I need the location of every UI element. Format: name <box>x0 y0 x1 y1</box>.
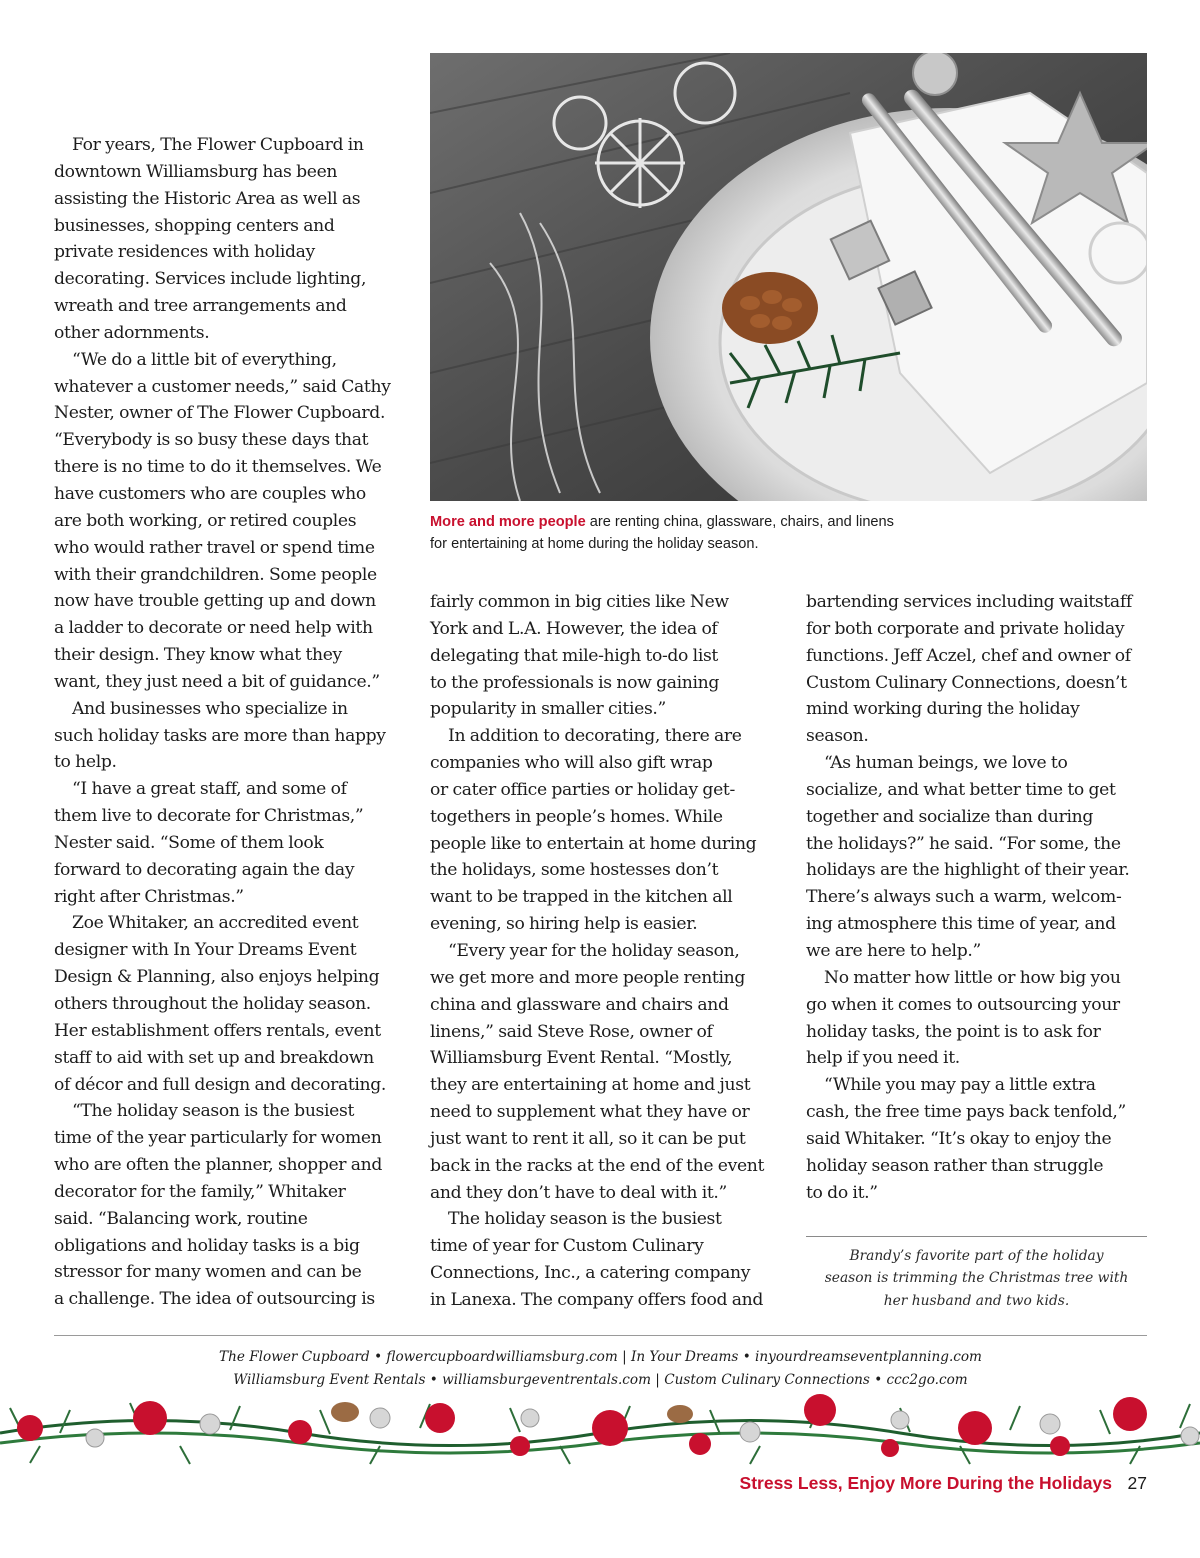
article-line: there is no time to do it themselves. We <box>54 457 382 478</box>
caption-lead: More and more people <box>430 514 586 530</box>
bio-divider <box>806 1236 1147 1237</box>
article-column-2 <box>430 589 780 1314</box>
article-paragraph <box>806 589 1151 750</box>
sources-list <box>54 1346 1147 1391</box>
article-line: have customers who are couples who <box>54 483 366 504</box>
article-paragraph <box>806 1072 1151 1206</box>
article-paragraph <box>430 1206 780 1313</box>
article-line: are both working, or retired couples <box>54 510 357 531</box>
article-line: assisting the Historic Area as well as <box>54 188 361 209</box>
article-line: cash, the free time pays back tenfold,” <box>806 1102 1126 1123</box>
article-line: help if you need it. <box>806 1048 960 1069</box>
caption-line-1 <box>430 512 1130 534</box>
article-line: ing atmosphere this time of year, and <box>806 914 1116 935</box>
article-line: mind working during the holiday <box>806 699 1080 720</box>
article-column-1 <box>54 132 399 1313</box>
article-paragraph <box>430 589 780 723</box>
sources-line-1: The Flower Cupboard • flowercupboardwilliamsburg.com | In Your Dreams • inyourdreamseventplanning.com <box>219 1349 982 1365</box>
article-line: a challenge. The idea of outsourcing is <box>54 1289 375 1310</box>
holiday-garland-decoration <box>0 1388 1200 1468</box>
article-line: need to supplement what they have or <box>430 1102 750 1123</box>
article-line: go when it comes to outsourcing your <box>806 994 1120 1015</box>
article-line: just want to rent it all, so it can be put <box>430 1128 746 1149</box>
article-line: in Lanexa. The company offers food and <box>430 1289 764 1310</box>
article-paragraph <box>430 723 780 938</box>
article-line: decorator for the family,” Whitaker <box>54 1181 346 1202</box>
article-line: they are entertaining at home and just <box>430 1075 751 1096</box>
article-line: downtown Williamsburg has been <box>54 161 338 182</box>
sources-line-2: Williamsburg Event Rentals • williamsburgeventrentals.com | Custom Culinary Connections • ccc2go.com <box>233 1371 968 1388</box>
article-line: such holiday tasks are more than happy <box>54 725 386 746</box>
holiday-table-setting-photo <box>430 53 1147 501</box>
article-line: who are often the planner, shopper and <box>54 1155 383 1176</box>
article-line: other adornments. <box>54 322 210 343</box>
article-line: want, they just need a bit of guidance.” <box>54 671 380 692</box>
article-line: to help. <box>54 752 117 773</box>
bio-line: season is trimming the Christmas tree with <box>824 1270 1129 1287</box>
article-line: York and L.A. However, the idea of <box>430 618 718 639</box>
article-line: private residences with holiday <box>54 242 315 263</box>
article-line: For years, The Flower Cupboard in <box>72 135 364 155</box>
article-line: decorating. Services include lighting, <box>54 269 367 290</box>
article-line: togethers in people’s homes. While <box>430 806 723 827</box>
article-paragraph <box>430 938 780 1206</box>
article-line: time of year for Custom Culinary <box>430 1236 704 1257</box>
article-line: holiday tasks, the point is to ask for <box>806 1021 1101 1042</box>
article-line: Her establishment offers rentals, event <box>54 1020 381 1041</box>
article-line: with their grandchildren. Some people <box>54 564 377 585</box>
article-paragraph <box>54 1098 399 1313</box>
article-line: There’s always such a warm, welcom- <box>806 887 1122 908</box>
article-line: their design. They know what they <box>54 645 342 666</box>
running-title: Stress Less, Enjoy More During the Holidays <box>739 1473 1112 1493</box>
article-line: Connections, Inc., a catering company <box>430 1263 751 1284</box>
article-line: companies who will also gift wrap <box>430 753 713 774</box>
page-number: 27 <box>1127 1473 1147 1493</box>
article-line: bartending services including waitstaff <box>806 592 1132 612</box>
article-line: evening, so hiring help is easier. <box>430 914 698 935</box>
article-line: “Everybody is so busy these days that <box>54 430 369 451</box>
article-line: functions. Jeff Aczel, chef and owner of <box>806 645 1131 666</box>
article-line: businesses, shopping centers and <box>54 215 335 236</box>
article-line: Zoe Whitaker, an accredited event <box>72 913 359 934</box>
article-line: socialize, and what better time to get <box>806 779 1116 800</box>
article-line: designer with In Your Dreams Event <box>54 940 357 961</box>
article-line: “While you may pay a little extra <box>824 1075 1096 1096</box>
article-line: fairly common in big cities like New <box>430 592 729 612</box>
article-line: wreath and tree arrangements and <box>54 296 347 317</box>
article-line: linens,” said Steve Rose, owner of <box>430 1021 713 1042</box>
article-line: obligations and holiday tasks is a big <box>54 1235 360 1256</box>
article-paragraph <box>54 910 399 1098</box>
caption-text: are renting china, glassware, chairs, and linens <box>585 514 894 530</box>
article-line: time of the year particularly for women <box>54 1128 382 1149</box>
article-line: staff to aid with set up and breakdown <box>54 1047 374 1068</box>
article-line: the holidays?” he said. “For some, the <box>806 833 1121 854</box>
article-line: “Every year for the holiday season, <box>448 940 740 961</box>
article-line: whatever a customer needs,” said Cathy <box>54 376 391 397</box>
article-line: “The holiday season is the busiest <box>72 1101 355 1122</box>
bio-line: Brandy’s favorite part of the holiday <box>849 1248 1104 1264</box>
photo-caption <box>430 512 1130 555</box>
article-line: forward to decorating again the day <box>54 859 355 880</box>
article-paragraph <box>54 696 399 777</box>
article-line: delegating that mile-high to-do list <box>430 645 718 666</box>
article-line: said Whitaker. “It’s okay to enjoy the <box>806 1128 1112 1149</box>
article-line: The holiday season is the busiest <box>448 1209 722 1230</box>
article-paragraph <box>806 965 1151 1072</box>
article-line: others throughout the holiday season. <box>54 994 371 1014</box>
article-line: back in the racks at the end of the event <box>430 1155 765 1176</box>
article-line: to do it.” <box>806 1182 878 1203</box>
article-line: Design & Planning, also enjoys helping <box>54 967 380 988</box>
article-line: Custom Culinary Connections, doesn’t <box>806 672 1127 693</box>
article-line: and they don’t have to deal with it.” <box>430 1182 727 1203</box>
page-footer <box>640 1468 1147 1498</box>
article-paragraph <box>806 750 1151 965</box>
author-bio <box>806 1245 1147 1312</box>
article-line: “I have a great staff, and some of <box>72 779 347 800</box>
article-line: In addition to decorating, there are <box>448 726 742 747</box>
article-line: now have trouble getting up and down <box>54 591 376 612</box>
article-line: to the professionals is now gaining <box>430 672 720 693</box>
article-line: for both corporate and private holiday <box>806 618 1125 639</box>
article-paragraph <box>54 132 399 347</box>
article-column-3 <box>806 589 1151 1206</box>
article-line: “As human beings, we love to <box>824 753 1068 774</box>
article-line: Williamsburg Event Rental. “Mostly, <box>430 1048 733 1069</box>
article-line: people like to entertain at home during <box>430 833 757 854</box>
article-line: together and socialize than during <box>806 806 1093 827</box>
article-line: “We do a little bit of everything, <box>72 349 337 370</box>
article-line: holidays are the highlight of their year. <box>806 860 1130 881</box>
article-line: we get more and more people renting <box>430 967 746 988</box>
bio-line: her husband and two kids. <box>883 1292 1070 1309</box>
article-line: of décor and full design and decorating. <box>54 1074 387 1095</box>
article-line: a ladder to decorate or need help with <box>54 618 373 639</box>
article-line: No matter how little or how big you <box>824 967 1121 988</box>
article-line: the holidays, some hostesses don’t <box>430 860 719 881</box>
article-line: want to be trapped in the kitchen all <box>430 887 733 908</box>
article-paragraph <box>54 776 399 910</box>
article-line: holiday season rather than struggle <box>806 1155 1104 1176</box>
sources-divider <box>54 1335 1147 1336</box>
article-line: or cater office parties or holiday get- <box>430 779 735 800</box>
article-line: stressor for many women and can be <box>54 1262 362 1283</box>
article-line: popularity in smaller cities.” <box>430 699 666 720</box>
article-line: season. <box>806 726 869 747</box>
article-line: who would rather travel or spend time <box>54 537 375 558</box>
article-line: china and glassware and chairs and <box>430 994 729 1015</box>
article-line: them live to decorate for Christmas,” <box>54 806 364 827</box>
article-line: right after Christmas.” <box>54 886 244 907</box>
caption-line-2: for entertaining at home during the holiday season. <box>430 535 759 552</box>
article-line: Nester said. “Some of them look <box>54 832 324 853</box>
article-paragraph <box>54 347 399 696</box>
article-line: Nester, owner of The Flower Cupboard. <box>54 403 386 424</box>
article-line: And businesses who specialize in <box>72 698 348 719</box>
article-line: said. “Balancing work, routine <box>54 1208 308 1229</box>
article-line: we are here to help.” <box>806 940 981 961</box>
